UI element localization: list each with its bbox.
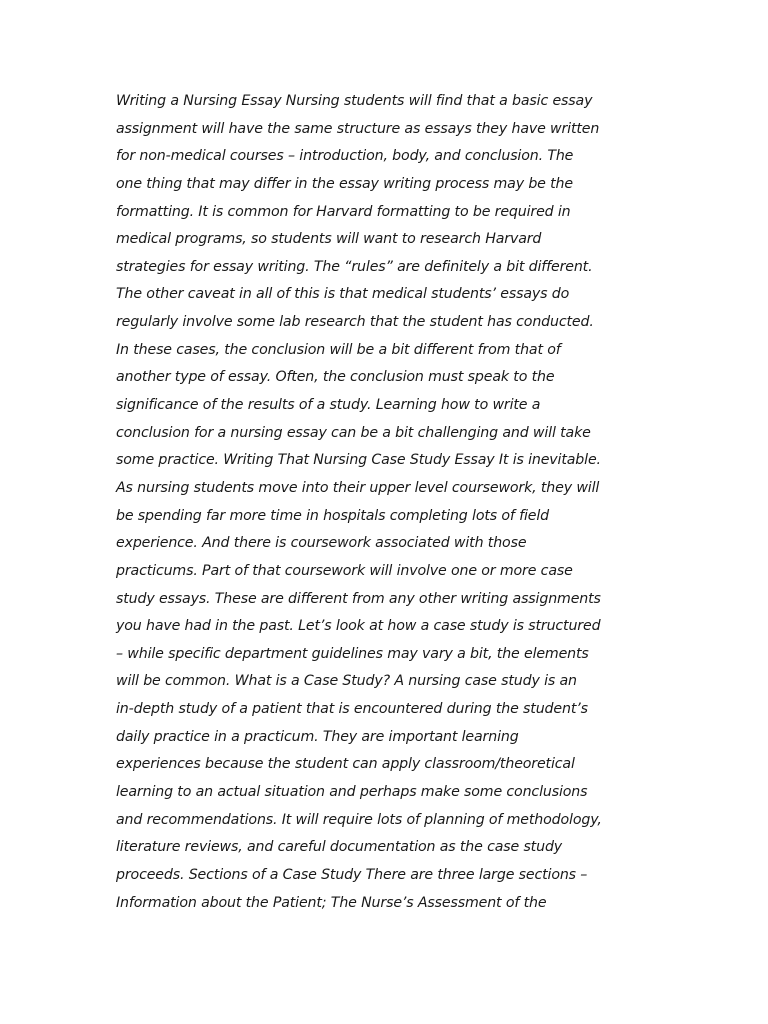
text-line: experience. And there is coursework associated with those [116, 535, 527, 552]
text-line: experiences because the student can apply classroom/theoretical [116, 756, 575, 773]
text-line: literature reviews, and careful documentation as the case study [116, 839, 563, 856]
text-line: proceeds. Sections of a Case Study There are three large sections – [116, 866, 588, 883]
text-line: significance of the results of a study. Learning how to write a [116, 397, 541, 414]
text-line: daily practice in a practicum. They are important learning [116, 728, 519, 745]
text-line: for non-medical courses – introduction, body, and conclusion. The [116, 148, 574, 165]
text-line: another type of essay. Often, the conclusion must speak to the [116, 369, 555, 386]
text-line: conclusion for a nursing essay can be a bit challenging and will take [116, 424, 591, 441]
text-line: will be common. What is a Case Study? A nursing case study is an [116, 673, 577, 690]
text-line: strategies for essay writing. The “rules” are definitely a bit different. [116, 258, 593, 275]
essay-body-text [116, 88, 664, 917]
text-line: practicums. Part of that coursework will involve one or more case [116, 562, 573, 579]
text-line: learning to an actual situation and perhaps make some conclusions [116, 784, 588, 801]
text-line: study essays. These are different from any other writing assignments [116, 590, 601, 607]
text-line: Writing a Nursing Essay Nursing students will find that a basic essay [116, 93, 593, 109]
text-line: As nursing students move into their upper level coursework, they will [116, 479, 600, 496]
text-line: some practice. Writing That Nursing Case Study Essay It is inevitable. [116, 452, 601, 469]
text-line: be spending far more time in hospitals completing lots of field [116, 507, 549, 524]
text-line: and recommendations. It will require lots of planning of methodology, [116, 811, 602, 828]
text-line: In these cases, the conclusion will be a bit different from that of [116, 341, 561, 358]
text-line: you have had in the past. Let’s look at how a case study is structured [116, 618, 601, 635]
text-line: Information about the Patient; The Nurse’s Assessment of the [116, 894, 547, 911]
text-line: in-depth study of a patient that is encountered during the student’s [116, 701, 588, 718]
text-line: one thing that may differ in the essay writing process may be the [116, 175, 573, 192]
text-line: medical programs, so students will want to research Harvard [116, 231, 542, 248]
text-line: regularly involve some lab research that the student has conducted. [116, 314, 594, 331]
text-line: formatting. It is common for Harvard formatting to be required in [116, 203, 571, 220]
text-line: – while specific department guidelines may vary a bit, the elements [116, 645, 589, 662]
text-line: The other caveat in all of this is that medical students’ essays do [116, 286, 570, 303]
text-line: assignment will have the same structure as essays they have written [116, 120, 600, 137]
